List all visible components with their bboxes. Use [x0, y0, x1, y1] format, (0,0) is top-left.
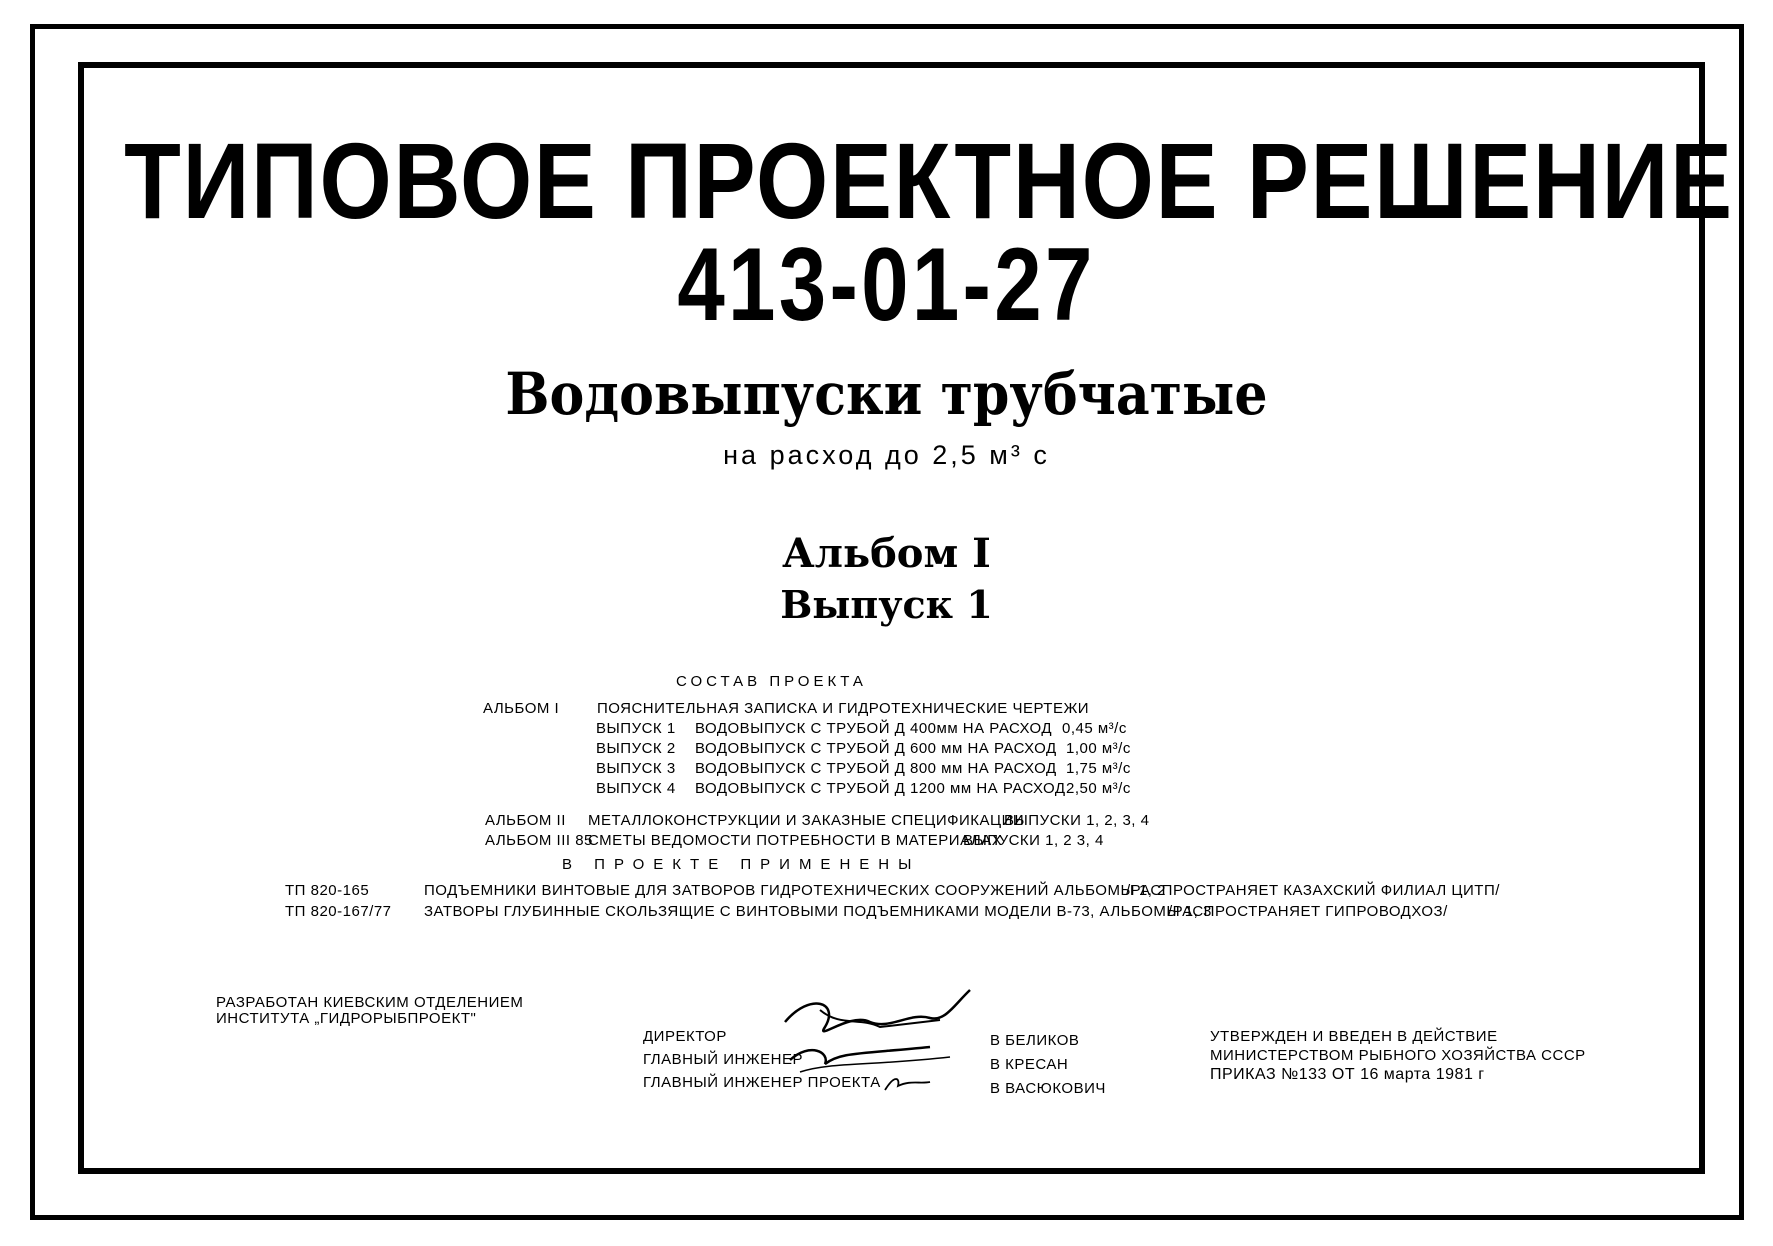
issue-label: Выпуск 1: [780, 582, 993, 627]
album2-label: АЛЬБОМ II: [485, 812, 566, 829]
album2-text: МЕТАЛЛОКОНСТРУКЦИИ И ЗАКАЗНЫЕ СПЕЦИФИКАЦИИ: [588, 812, 1025, 829]
applied2-note: /РАСПРОСТРАНЯЕТ ГИПРОВОДХОЗ/: [1168, 903, 1448, 920]
issue1-value: 0,45 м³/с: [1062, 720, 1127, 737]
signature-name-director: В БЕЛИКОВ: [990, 1032, 1080, 1049]
applied2-text: ЗАТВОРЫ ГЛУБИННЫЕ СКОЛЬЗЯЩИЕ С ВИНТОВЫМИ ПОДЪЕМНИКАМИ МОДЕЛИ В-73, АЛЬБОМЫ 1, 3: [424, 903, 1212, 920]
album-label: Альбом I: [782, 530, 991, 577]
issue3-text: ВОДОВЫПУСК С ТРУБОЙ Д 800 мм НА РАСХОД: [695, 760, 1057, 777]
album3-issues: ВЫПУСКИ 1, 2 3, 4: [963, 832, 1104, 849]
issue2-label: ВЫПУСК 2: [596, 740, 676, 757]
signature-name-chief-engineer: В КРЕСАН: [990, 1056, 1069, 1073]
approval-line2: МИНИСТЕРСТВОМ РЫБНОГО ХОЗЯЙСТВА СССР: [1210, 1047, 1586, 1064]
document-subtitle: Водовыпуски трубчатые: [505, 360, 1268, 428]
document-title: ТИПОВОЕ ПРОЕКТНОЕ РЕШЕНИЕ: [124, 120, 1734, 241]
approval-line1: УТВЕРЖДЕН И ВВЕДЕН В ДЕЙСТВИЕ: [1210, 1028, 1498, 1045]
signature-role-chief-engineer: ГЛАВНЫЙ ИНЖЕНЕР: [643, 1051, 804, 1068]
issue4-value: 2,50 м³/с: [1066, 780, 1131, 797]
issue2-value: 1,00 м³/с: [1066, 740, 1131, 757]
album1-label: АЛЬБОМ I: [483, 700, 560, 717]
applied2-code: ТП 820-167/77: [285, 903, 392, 920]
album2-issues: ВЫПУСКИ 1, 2, 3, 4: [1004, 812, 1150, 829]
signature-role-director: ДИРЕКТОР: [643, 1028, 727, 1045]
approval-line3: ПРИКАЗ №133 ОТ 16 марта 1981 г: [1210, 1066, 1485, 1083]
issue4-label: ВЫПУСК 4: [596, 780, 676, 797]
issue2-text: ВОДОВЫПУСК С ТРУБОЙ Д 600 мм НА РАСХОД: [695, 740, 1057, 757]
album1-text: ПОЯСНИТЕЛЬНАЯ ЗАПИСКА И ГИДРОТЕХНИЧЕСКИЕ ЧЕРТЕЖИ: [597, 700, 1090, 717]
album3-text: СМЕТЫ ВЕДОМОСТИ ПОТРЕБНОСТИ В МАТЕРИАЛАХ: [588, 832, 1003, 849]
issue1-text: ВОДОВЫПУСК С ТРУБОЙ Д 400мм НА РАСХОД: [695, 720, 1052, 737]
applied1-text: ПОДЪЕМНИКИ ВИНТОВЫЕ ДЛЯ ЗАТВОРОВ ГИДРОТЕХНИЧЕСКИХ СООРУЖЕНИЙ АЛЬБОМЫ 1, 2: [424, 882, 1166, 899]
album3-label: АЛЬБОМ III 85: [485, 832, 593, 849]
composition-heading: СОСТАВ ПРОЕКТА: [676, 673, 867, 690]
developer-line2: ИНСТИТУТА „ГИДРОРЫБПРОЕКТ": [216, 1010, 477, 1027]
issue1-label: ВЫПУСК 1: [596, 720, 676, 737]
signature-role-project-engineer: ГЛАВНЫЙ ИНЖЕНЕР ПРОЕКТА: [643, 1074, 881, 1091]
handwritten-signatures: [780, 982, 980, 1092]
issue3-value: 1,75 м³/с: [1066, 760, 1131, 777]
signature-name-project-engineer: В ВАСЮКОВИЧ: [990, 1080, 1106, 1097]
issue4-text: ВОДОВЫПУСК С ТРУБОЙ Д 1200 мм НА РАСХОД: [695, 780, 1066, 797]
issue3-label: ВЫПУСК 3: [596, 760, 676, 777]
flow-rate: на расход до 2,5 м³ с: [723, 440, 1050, 470]
document-code: 413-01-27: [677, 227, 1096, 343]
applied-heading: В ПРОЕКТЕ ПРИМЕНЕНЫ: [562, 856, 921, 873]
applied1-code: ТП 820-165: [285, 882, 370, 899]
applied1-note: /РАСПРОСТРАНЯЕТ КАЗАХСКИЙ ФИЛИАЛ ЦИТП/: [1126, 882, 1500, 899]
developer-line1: РАЗРАБОТАН КИЕВСКИМ ОТДЕЛЕНИЕМ: [216, 994, 524, 1011]
